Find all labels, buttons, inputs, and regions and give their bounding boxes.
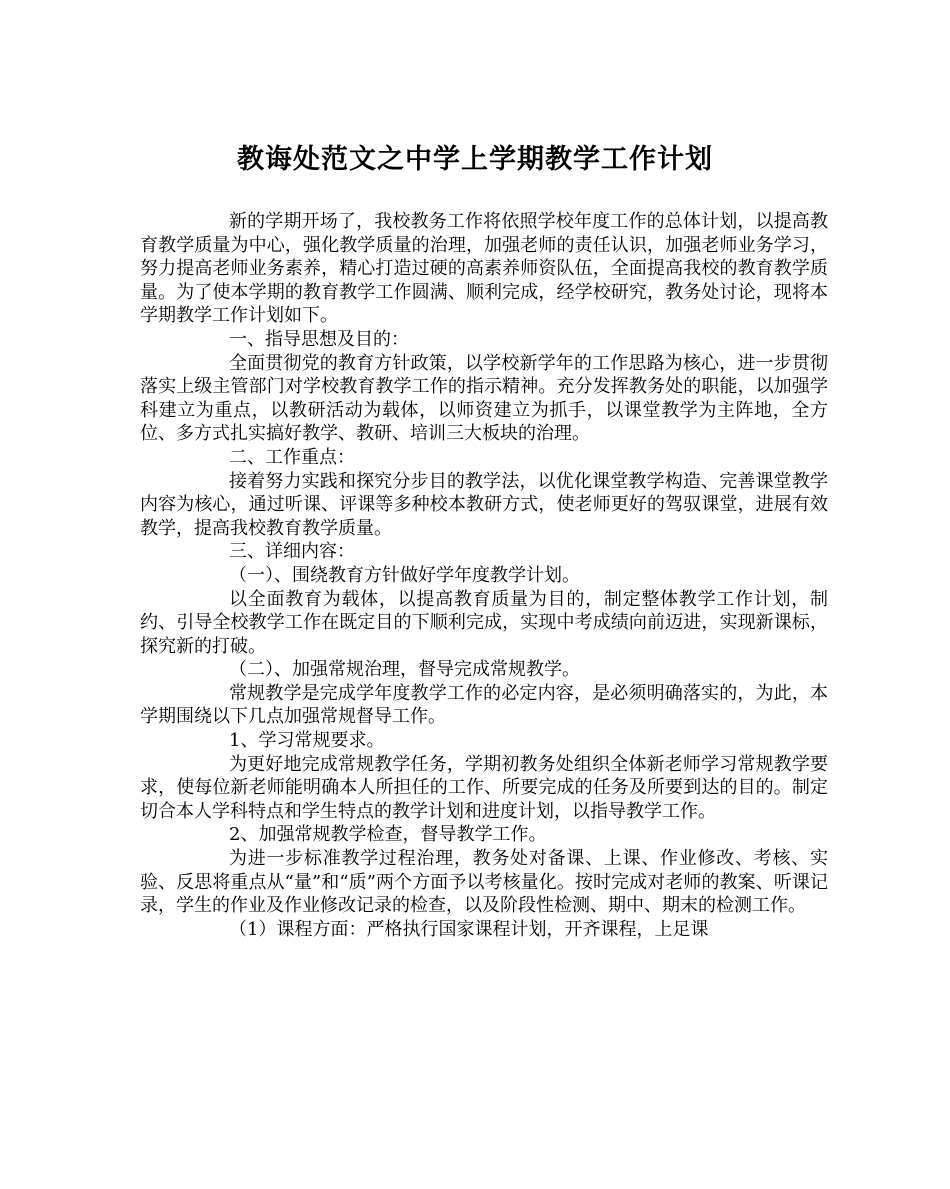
paragraph: 常规教学是完成学年度教学工作的必定内容，是必须明确落实的，为此，本学期围绕以下几点加强常规督导工作。 <box>140 682 828 728</box>
item-heading: 2、加强常规教学检查，督导教学工作。 <box>229 824 547 846</box>
subsection-heading: （二）、加强常规治理，督导完成常规教学。 <box>229 659 580 681</box>
document-body <box>140 210 828 941</box>
document-title: 教诲处范文之中学上学期教学工作计划 <box>237 144 713 175</box>
paragraph: 为进一步标准教学过程治理，教务处对备课、上课、作业修改、考核、实验、反思将重点从“量”和“质”两个方面予以考核量化。按时完成对老师的教案、听课记录，学生的作业及作业修改记录的检查，以及阶段性检测、期中、期末的检测工作。 <box>140 848 828 917</box>
paragraph: 全面贯彻党的教育方针政策，以学校新学年的工作思路为核心，进一步贯彻落实上级主管部门对学校教育教学工作的指示精神。充分发挥教务处的职能，以加强学科建立为重点，以教研活动为载体，以师资建立为抓手，以课堂教学为主阵地，全方位、多方式扎实搞好教学、教研、培训三大板块的治理。 <box>140 352 828 445</box>
paragraph: 接着努力实践和探究分步目的教学法，以优化课堂教学构造、完善课堂教学内容为核心，通过听课、评课等多种校本教研方式，使老师更好的驾驭课堂，进展有效教学，提高我校教育教学质量。 <box>140 470 828 539</box>
section-heading: 二、工作重点： <box>229 446 355 468</box>
paragraph: 新的学期开场了，我校教务工作将依照学校年度工作的总体计划，以提高教育教学质量为中心，强化教学质量的治理，加强老师的责任认识，加强老师业务学习，努力提高老师业务素养，精心打造过硬的高素养师资队伍，全面提高我校的教育教学质量。为了使本学期的教育教学工作圆满、顺利完成，经学校研究，教务处讨论，现将本学期教学工作计划如下。 <box>140 211 828 327</box>
subsection-heading: （一）、围绕教育方针做好学年度教学计划。 <box>229 564 580 586</box>
item-heading: 1、学习常规要求。 <box>229 730 385 752</box>
section-heading: 一、指导思想及目的： <box>229 328 409 350</box>
paragraph: 为更好地完成常规教学任务，学期初教务处组织全体新老师学习常规教学要求，使每位新老师能明确本人所担任的工作、所要完成的任务及所要到达的目的。制定切合本人学科特点和学生特点的教学计划和进度计划，以指导教学工作。 <box>140 753 828 822</box>
section-heading: 三、详细内容： <box>229 541 355 563</box>
paragraph: （1）课程方面：严格执行国家课程计划，开齐课程，上足课 <box>229 918 709 940</box>
paragraph: 以全面教育为载体，以提高教育质量为目的，制定整体教学工作计划，制约、引导全校教学工作在既定目的下顺利完成，实现中考成绩向前迈进，实现新课标，探究新的打破。 <box>140 588 828 657</box>
